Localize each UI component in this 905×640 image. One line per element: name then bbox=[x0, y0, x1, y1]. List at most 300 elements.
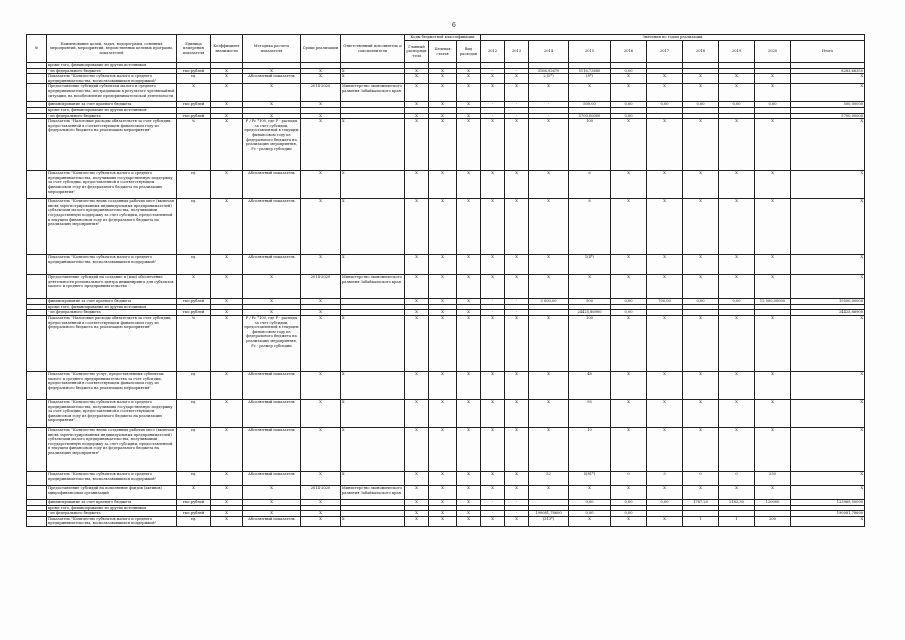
table-cell: 24425,86900 bbox=[569, 310, 611, 316]
table-cell: Х bbox=[341, 199, 405, 255]
table-cell: 0,00 bbox=[569, 511, 611, 517]
table-cell: Х bbox=[301, 511, 341, 517]
table-cell: - bbox=[505, 299, 529, 305]
table-cell: Х bbox=[301, 471, 341, 485]
table-cell: Х bbox=[429, 255, 457, 275]
table-cell: Х bbox=[457, 499, 481, 505]
table-cell: 5 000,00 bbox=[529, 299, 569, 305]
table-cell: Х bbox=[719, 84, 755, 102]
table-cell: Х bbox=[481, 275, 505, 299]
table-row bbox=[27, 275, 865, 299]
table-cell: Х bbox=[211, 199, 243, 255]
table-cell: Х bbox=[481, 371, 505, 399]
table-cell: 10 bbox=[569, 427, 611, 471]
table-row bbox=[27, 171, 865, 199]
table-cell: Х bbox=[481, 315, 505, 371]
table-cell: Абсолютный показатель bbox=[243, 171, 301, 199]
table-cell: Х bbox=[211, 113, 243, 119]
page-number: 6 bbox=[452, 22, 456, 29]
table-cell: Предоставление субсидий на пополнение фондов (активов) микрофинансовых организаций bbox=[47, 485, 177, 499]
table-cell: Х bbox=[505, 427, 529, 471]
table-cell: 0,00 bbox=[647, 102, 683, 108]
table-cell: Х bbox=[457, 275, 481, 299]
table-cell: Х bbox=[429, 275, 457, 299]
table-cell: Х bbox=[243, 499, 301, 505]
table-cell: 123969,50000 bbox=[791, 499, 865, 505]
table-cell: Показатель "Количество субъектов малого и среднего предпринимательства, получивших государственную поддержку за счет субсидии, предоставленной в соответствующем финансовом году из федерального бюджета на реализацию мероприятия" bbox=[47, 399, 177, 427]
table-cell: - bbox=[481, 68, 505, 74]
table-cell: Х bbox=[211, 74, 243, 84]
table-cell: кроме того, финансирование из других источников bbox=[47, 63, 177, 69]
table-row bbox=[27, 315, 865, 371]
table-cell: Х bbox=[301, 171, 341, 199]
table-cell: Х bbox=[647, 399, 683, 427]
table-cell: 120000 bbox=[755, 499, 791, 505]
table-cell: Х bbox=[341, 427, 405, 471]
table-cell: Х bbox=[301, 68, 341, 74]
header-unit: Единица измерения показателя bbox=[177, 35, 211, 63]
table-cell: P / Pc *100, где P - расходы за счет субсидии, предоставленной в текущем финансовом году из федерального бюджета на реализацию мероприятия, Pc - размер субсидии bbox=[243, 119, 301, 171]
table-cell: Х bbox=[569, 485, 611, 499]
table-cell: 5116,73680 bbox=[569, 68, 611, 74]
table-cell: Х bbox=[683, 427, 719, 471]
table-cell: 0 bbox=[611, 471, 647, 485]
table-cell: - bbox=[529, 102, 569, 108]
header-name: Наименование целей, задач, подпрограмм, основных мероприятий, мероприятий, ведомственных целевых программ, показателей bbox=[47, 35, 177, 63]
table-cell: ед. bbox=[177, 399, 211, 427]
table-cell: Х bbox=[755, 427, 791, 471]
table-cell: Х bbox=[405, 471, 429, 485]
table-cell: 0,00 bbox=[569, 499, 611, 505]
table-cell: - из федерального бюджета bbox=[47, 68, 177, 74]
table-cell: Х bbox=[791, 471, 865, 485]
table-cell: Х bbox=[429, 471, 457, 485]
table-cell: Х bbox=[341, 255, 405, 275]
table-cell: Х bbox=[683, 371, 719, 399]
table-cell: Х bbox=[791, 171, 865, 199]
table-cell: Х bbox=[755, 371, 791, 399]
table-cell: Предоставление субсидий субъектам малого и среднего предпринимательства, пострадавшим в результате чрезвычайной ситуации, на возобновление предпринимательской деятельности bbox=[47, 84, 177, 102]
table-cell: Х bbox=[529, 275, 569, 299]
table-cell: Х bbox=[719, 199, 755, 255]
table-cell: - bbox=[505, 310, 529, 316]
table-cell: 500,00000 bbox=[791, 102, 865, 108]
table-cell: Х bbox=[505, 485, 529, 499]
table-cell: Х bbox=[529, 315, 569, 371]
table-cell: - bbox=[481, 499, 505, 505]
table-cell: Х bbox=[505, 84, 529, 102]
table-cell: Х bbox=[429, 427, 457, 471]
table-cell: Х bbox=[505, 371, 529, 399]
table-cell: 100 bbox=[569, 119, 611, 171]
table-cell: Х bbox=[341, 399, 405, 427]
table-cell: Х bbox=[177, 485, 211, 499]
header-code-main: Главный распоряди-тель bbox=[405, 41, 429, 63]
table-cell: 0,00 bbox=[719, 102, 755, 108]
table-cell: Х bbox=[529, 427, 569, 471]
table-cell: Абсолютный показатель bbox=[243, 427, 301, 471]
table-cell: Показатель "Количество услуг, предоставленных субъектам малого и среднего предпринимательства за счет субсидии, предоставленной в соответствующем финансовом году из федерального бюджета на реализацию мероприятия" bbox=[47, 371, 177, 399]
table-cell: Х bbox=[683, 199, 719, 255]
table-cell: Х bbox=[611, 427, 647, 471]
header-weight: Коэффициент значимости bbox=[211, 35, 243, 63]
table-cell bbox=[27, 171, 47, 199]
table-cell: 0,00 bbox=[611, 310, 647, 316]
table-cell: кроме того, финансирование из других источников: bbox=[47, 107, 177, 113]
table-row bbox=[27, 427, 865, 471]
table-cell: 190081,78600 bbox=[791, 511, 865, 517]
table-cell: 500 bbox=[569, 299, 611, 305]
table-cell: Х bbox=[529, 119, 569, 171]
table-cell: Х bbox=[529, 485, 569, 499]
table-cell: Х bbox=[429, 485, 457, 499]
table-cell: - bbox=[505, 511, 529, 517]
table-cell: Х bbox=[683, 399, 719, 427]
table-cell: Х bbox=[211, 102, 243, 108]
table-cell: Х bbox=[791, 516, 865, 526]
table-cell: Х bbox=[457, 199, 481, 255]
table-cell: 1 bbox=[719, 516, 755, 526]
table-cell bbox=[27, 199, 47, 255]
table-cell: Х bbox=[755, 399, 791, 427]
table-cell: Х bbox=[457, 371, 481, 399]
table-cell: 0,00 bbox=[647, 499, 683, 505]
table-cell: Х bbox=[683, 485, 719, 499]
table-cell: Х bbox=[755, 171, 791, 199]
table-cell: Х bbox=[791, 427, 865, 471]
table-cell: Х bbox=[341, 371, 405, 399]
table-cell: Х bbox=[405, 427, 429, 471]
table-cell: Х bbox=[243, 68, 301, 74]
table-cell: Х bbox=[429, 199, 457, 255]
table-cell: Х bbox=[429, 171, 457, 199]
table-cell: - bbox=[505, 499, 529, 505]
table-cell: Абсолютный показатель bbox=[243, 471, 301, 485]
header-year: 2017 bbox=[647, 41, 683, 63]
table-cell: финансирование за счет краевого бюджета bbox=[47, 499, 177, 505]
table-cell: Х bbox=[481, 516, 505, 526]
table-cell: Х bbox=[341, 68, 405, 74]
table-cell: Х bbox=[611, 119, 647, 171]
table-cell: 1787,20 bbox=[683, 499, 719, 505]
table-cell: Х bbox=[243, 275, 301, 299]
table-cell: Х bbox=[755, 315, 791, 371]
table-cell: Абсолютный показатель bbox=[243, 516, 301, 526]
table-cell: Х bbox=[211, 299, 243, 305]
table-cell: Х bbox=[505, 74, 529, 84]
table-cell: тыс.рублей bbox=[177, 102, 211, 108]
table-cell: 6 bbox=[569, 171, 611, 199]
table-cell: Х bbox=[405, 255, 429, 275]
table-cell: Х bbox=[791, 399, 865, 427]
table-cell: 0,00 bbox=[611, 113, 647, 119]
table-cell: Х bbox=[683, 255, 719, 275]
table-cell bbox=[27, 255, 47, 275]
table-cell: Х bbox=[791, 84, 865, 102]
table-cell: Х bbox=[719, 315, 755, 371]
table-cell: - bbox=[481, 113, 505, 119]
header-code-target: Целевая статья bbox=[429, 41, 457, 63]
table-cell: Х bbox=[405, 485, 429, 499]
table-cell: Абсолютный показатель bbox=[243, 255, 301, 275]
table-cell: Х bbox=[505, 516, 529, 526]
table-cell: Х bbox=[683, 171, 719, 199]
table-cell: 5700,00000 bbox=[569, 113, 611, 119]
table-cell: 0,00 bbox=[611, 499, 647, 505]
table-cell: Х bbox=[211, 310, 243, 316]
table-cell: Х bbox=[719, 427, 755, 471]
table-cell: Х bbox=[405, 84, 429, 102]
table-cell: 48 bbox=[569, 371, 611, 399]
table-cell: 2014-2020 bbox=[301, 84, 341, 102]
table-cell: Х bbox=[755, 485, 791, 499]
table-cell: Х bbox=[457, 74, 481, 84]
table-cell: Х bbox=[569, 84, 611, 102]
table-cell: Х bbox=[211, 399, 243, 427]
header-values-by-year: Значения по годам реализации bbox=[481, 35, 865, 41]
table-row bbox=[27, 255, 865, 275]
table-cell bbox=[27, 315, 47, 371]
table-cell: Х bbox=[429, 299, 457, 305]
table-cell: 190081,78600 bbox=[529, 511, 569, 517]
table-cell: 0,00 bbox=[683, 299, 719, 305]
table-cell: Х bbox=[301, 102, 341, 108]
table-row bbox=[27, 371, 865, 399]
table-cell: Х bbox=[341, 74, 405, 84]
table-cell: Х bbox=[341, 315, 405, 371]
table-cell: финансирование за счет краевого бюджета bbox=[47, 102, 177, 108]
table-cell bbox=[27, 275, 47, 299]
table-cell: Х bbox=[301, 427, 341, 471]
table-cell: - bbox=[481, 511, 505, 517]
table-cell: - bbox=[505, 102, 529, 108]
table-cell: Абсолютный показатель bbox=[243, 74, 301, 84]
table-cell: Показатель "Количество вновь созданных рабочих мест (включая вновь зарегистрированных индивидуальных предпринимателей) субъектами малого предпринимательства, получившими государственную поддержку за счет субсидии, предоставленной в текущем финансовом году из федерального бюджета на реализацию мероприятия" bbox=[47, 199, 177, 255]
table-cell: Х bbox=[647, 371, 683, 399]
table-cell: Х bbox=[457, 255, 481, 275]
table-cell: ед. bbox=[177, 74, 211, 84]
table-cell: Х bbox=[301, 516, 341, 526]
table-cell: Х bbox=[529, 171, 569, 199]
table-cell: Х bbox=[211, 516, 243, 526]
table-cell bbox=[27, 399, 47, 427]
table-cell: 95 bbox=[569, 399, 611, 427]
table-cell: Х bbox=[505, 399, 529, 427]
header-no: № bbox=[27, 35, 47, 63]
table-cell: Х bbox=[177, 275, 211, 299]
header-term: Сроки реализации bbox=[301, 35, 341, 63]
table-cell: тыс.рублей bbox=[177, 499, 211, 505]
table-cell: Показатель "Налоговые расходы обязательств за счет субсидии, предоставленной в соответствующем финансовом году из федерального бюджета на реализацию мероприятия" bbox=[47, 315, 177, 371]
table-cell: Х bbox=[683, 119, 719, 171]
table-cell: Х bbox=[791, 275, 865, 299]
table-cell: Х bbox=[405, 102, 429, 108]
table-cell: Х bbox=[719, 119, 755, 171]
table-cell: Х bbox=[719, 399, 755, 427]
table-cell: 230 bbox=[755, 471, 791, 485]
table-cell: (313*) bbox=[529, 516, 569, 526]
table-cell bbox=[27, 485, 47, 499]
table-cell: Х bbox=[755, 199, 791, 255]
table-cell: Х bbox=[211, 371, 243, 399]
table-cell: Х bbox=[457, 511, 481, 517]
table-cell: Х bbox=[529, 371, 569, 399]
table-cell: Х bbox=[341, 471, 405, 485]
table-cell: Х bbox=[457, 310, 481, 316]
table-cell: Х bbox=[529, 199, 569, 255]
table-cell: Показатель "Количество вновь созданных рабочих мест (включая вновь зарегистрированных индивидуальных предпринимателей) субъектами малого предпринимательства, получившими государственную поддержку за счет субсидии, предоставленной в текущем финансовом году из федерального бюджета на реализацию мероприятия" bbox=[47, 427, 177, 471]
table-cell: Х bbox=[457, 427, 481, 471]
table-cell: Х bbox=[301, 74, 341, 84]
table-cell: Х bbox=[791, 119, 865, 171]
table-cell: 200 bbox=[755, 516, 791, 526]
table-cell: 100 bbox=[569, 315, 611, 371]
table-cell: Х bbox=[647, 427, 683, 471]
table-cell: Х bbox=[611, 315, 647, 371]
table-cell: 5700,00000 bbox=[791, 113, 865, 119]
header-year: 2019 bbox=[719, 41, 755, 63]
table-cell: Министерство экономического развития Забайкальского края bbox=[341, 275, 405, 299]
table-cell: Х bbox=[429, 511, 457, 517]
table-cell: Х bbox=[243, 113, 301, 119]
table-row bbox=[27, 84, 865, 102]
table-cell: Х bbox=[405, 119, 429, 171]
table-cell: Х bbox=[791, 485, 865, 499]
table-cell: - bbox=[529, 113, 569, 119]
table-cell: Х bbox=[341, 171, 405, 199]
table-cell: Х bbox=[457, 171, 481, 199]
table-cell: Х bbox=[457, 315, 481, 371]
table-cell: 8283,66350 bbox=[791, 68, 865, 74]
table-cell: Х bbox=[611, 255, 647, 275]
table-cell: (8*) bbox=[569, 74, 611, 84]
table-cell: Показатель "Количество субъектов малого и среднего предпринимательства, воспользовавшихся поддержкой" bbox=[47, 74, 177, 84]
table-cell: Х bbox=[719, 255, 755, 275]
table-cell: 0 bbox=[719, 471, 755, 485]
table-cell: 0 bbox=[683, 471, 719, 485]
table-cell: Х bbox=[611, 275, 647, 299]
table-cell: Х bbox=[791, 315, 865, 371]
table-cell: Х bbox=[505, 315, 529, 371]
table-cell: тыс.рублей bbox=[177, 299, 211, 305]
table-cell: Показатель "Количество субъектов малого и среднего предпринимательства, получивших государственную поддержку за счет субсидии, предоставленной в соответствующем финансовом году из федерального бюджета на реализацию мероприятия" bbox=[47, 171, 177, 199]
table-cell: Х bbox=[301, 315, 341, 371]
table-cell: Х bbox=[683, 84, 719, 102]
table-cell: Х bbox=[529, 255, 569, 275]
table-row bbox=[27, 471, 865, 485]
table-cell: Х bbox=[647, 84, 683, 102]
table-cell: Х bbox=[211, 315, 243, 371]
table-cell: ед. bbox=[177, 516, 211, 526]
table-cell: ед. bbox=[177, 471, 211, 485]
table-cell: 19500,00000 bbox=[791, 299, 865, 305]
table-cell bbox=[27, 427, 47, 471]
table-cell: Х bbox=[457, 119, 481, 171]
table-cell: Х bbox=[505, 255, 529, 275]
table-cell: Х bbox=[405, 516, 429, 526]
table-cell: % bbox=[177, 315, 211, 371]
table-cell: Х bbox=[683, 315, 719, 371]
table-cell: Х bbox=[647, 485, 683, 499]
table-cell: Х bbox=[405, 310, 429, 316]
table-cell: - из федерального бюджета bbox=[47, 113, 177, 119]
table-cell: Х bbox=[301, 310, 341, 316]
table-cell: Х bbox=[429, 499, 457, 505]
table-cell: 500,00 bbox=[569, 102, 611, 108]
table-cell: 0,00 bbox=[611, 68, 647, 74]
table-row bbox=[27, 399, 865, 427]
table-cell: тыс.рублей bbox=[177, 68, 211, 74]
table-cell: Х bbox=[647, 255, 683, 275]
table-cell: Х bbox=[301, 199, 341, 255]
table-cell: Показатель "Количество субъектов малого и среднего предпринимательства, воспользовавшихся поддержкой" bbox=[47, 516, 177, 526]
table-cell: Х bbox=[301, 119, 341, 171]
table-cell: Х bbox=[791, 74, 865, 84]
table-cell: ед. bbox=[177, 255, 211, 275]
table-cell: ед. bbox=[177, 199, 211, 255]
table-cell: Абсолютный показатель bbox=[243, 399, 301, 427]
table-row bbox=[27, 74, 865, 84]
table-row bbox=[27, 119, 865, 171]
table-cell: - bbox=[481, 299, 505, 305]
table-cell: Х bbox=[457, 113, 481, 119]
table-cell: 24425,86900 bbox=[791, 310, 865, 316]
table-cell: Х bbox=[301, 113, 341, 119]
table-cell: Х bbox=[647, 199, 683, 255]
header-year: 2014 bbox=[529, 41, 569, 63]
table-cell: Показатель "Количество субъектов малого и среднего предпринимательства, воспользовавшихся поддержкой" bbox=[47, 471, 177, 485]
table-cell: - из федерального бюджета bbox=[47, 310, 177, 316]
table-cell: Х bbox=[647, 119, 683, 171]
table-cell: Х bbox=[683, 275, 719, 299]
table-cell: 0,00 bbox=[611, 102, 647, 108]
table-cell: Х bbox=[405, 113, 429, 119]
table-cell: Х bbox=[481, 84, 505, 102]
header-year: 2018 bbox=[683, 41, 719, 63]
table-cell: - bbox=[505, 68, 529, 74]
table-cell: Х bbox=[429, 399, 457, 427]
table-cell bbox=[27, 84, 47, 102]
table-row bbox=[27, 516, 865, 526]
table-cell: - bbox=[481, 310, 505, 316]
header-year: 2012 bbox=[481, 41, 505, 63]
table-cell: 3 bbox=[647, 471, 683, 485]
table-cell: финансирование за счет краевого бюджета bbox=[47, 299, 177, 305]
table-cell: Х bbox=[211, 485, 243, 499]
table-cell: Х bbox=[457, 485, 481, 499]
table-cell: Х bbox=[647, 171, 683, 199]
table-cell: - bbox=[481, 102, 505, 108]
header-year: 2015 bbox=[569, 41, 611, 63]
table-cell: Министерство экономического развития Забайкальского края bbox=[341, 84, 405, 102]
table-cell: 2182,30 bbox=[719, 499, 755, 505]
table-cell: Абсолютный показатель bbox=[243, 371, 301, 399]
table-cell: Х bbox=[481, 199, 505, 255]
table-cell: Х bbox=[341, 119, 405, 171]
table-cell: Х bbox=[211, 511, 243, 517]
table-cell: Х bbox=[457, 68, 481, 74]
table-cell: Х bbox=[719, 275, 755, 299]
table-cell: Х bbox=[569, 275, 611, 299]
table-cell: - bbox=[505, 113, 529, 119]
table-cell: Х bbox=[505, 171, 529, 199]
table-cell: Х bbox=[211, 499, 243, 505]
table-cell: Х bbox=[301, 499, 341, 505]
table-cell: Х bbox=[481, 399, 505, 427]
table-cell: Х bbox=[647, 74, 683, 84]
table-cell: Х bbox=[647, 315, 683, 371]
table-cell: Х bbox=[647, 275, 683, 299]
